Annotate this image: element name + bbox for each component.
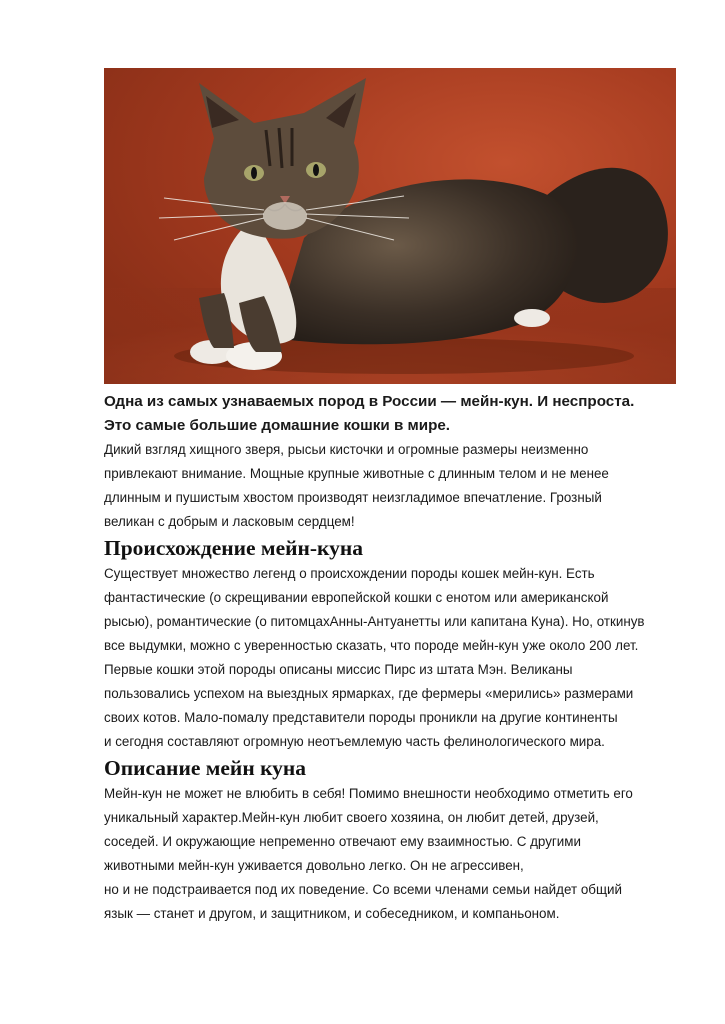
description-line: но и не подстраивается под их поведение. Со всеми членами семьи найдет общий [104, 882, 622, 897]
description-line: уникальный характер.Мейн-кун любит своего хозяина, он любит детей, друзей, [104, 810, 599, 825]
description-line: животными мейн-кун уживается довольно легко. Он не агрессивен, [104, 858, 524, 873]
intro-line: Дикий взгляд хищного зверя, рысьи кисточки и огромные размеры неизменно [104, 442, 589, 457]
origin-line: фантастические (о скрещивании европейской кошки с енотом или американской [104, 590, 609, 605]
maine-coon-photo [104, 68, 676, 384]
description-line: Мейн-кун не может не влюбить в себя! Помимо внешности необходимо отметить его [104, 786, 633, 801]
lead-paragraph [104, 390, 676, 438]
document-page [104, 68, 676, 926]
intro-line: привлекают внимание. Мощные крупные животные с длинным телом и не менее [104, 466, 609, 481]
lead-line: Одна из самых узнаваемых пород в России — мейн-кун. И неспроста. [104, 393, 635, 410]
origin-line: своих котов. Мало-помалу представители породы проникли на другие континенты [104, 710, 618, 725]
description-line: соседей. И окружающие непременно отвечают ему взаимностью. С другими [104, 834, 581, 849]
origin-line: все выдумки, можно с уверенностью сказать, что породе мейн-кун уже около 200 лет. [104, 638, 639, 653]
lead-line: Это самые большие домашние кошки в мире. [104, 417, 451, 434]
intro-line: великан с добрым и ласковым сердцем! [104, 514, 355, 529]
description-line: язык — станет и другом, и защитником, и собеседником, и компаньоном. [104, 906, 560, 921]
description-paragraph [104, 782, 676, 926]
cat-illustration [104, 68, 676, 384]
origin-line: и сегодня составляют огромную неотъемлемую часть фелинологического мира. [104, 734, 605, 749]
origin-paragraph [104, 562, 676, 754]
origin-heading: Происхождение мейн-куна [104, 536, 364, 560]
origin-line: пользовались успехом на выездных ярмарках, где фермеры «мерились» размерами [104, 686, 634, 701]
intro-paragraph [104, 438, 676, 534]
intro-line: длинным и пушистым хвостом производят неизгладимое впечатление. Грозный [104, 490, 602, 505]
origin-line: Существует множество легенд о происхождении породы кошек мейн-кун. Есть [104, 566, 595, 581]
origin-line: рысью), романтические (о питомцахАнны-Антуанетты или капитана Куна). Но, откинув [104, 614, 645, 629]
origin-line: Первые кошки этой породы описаны миссис Пирс из штата Мэн. Великаны [104, 662, 573, 677]
description-heading: Описание мейн куна [104, 756, 307, 780]
